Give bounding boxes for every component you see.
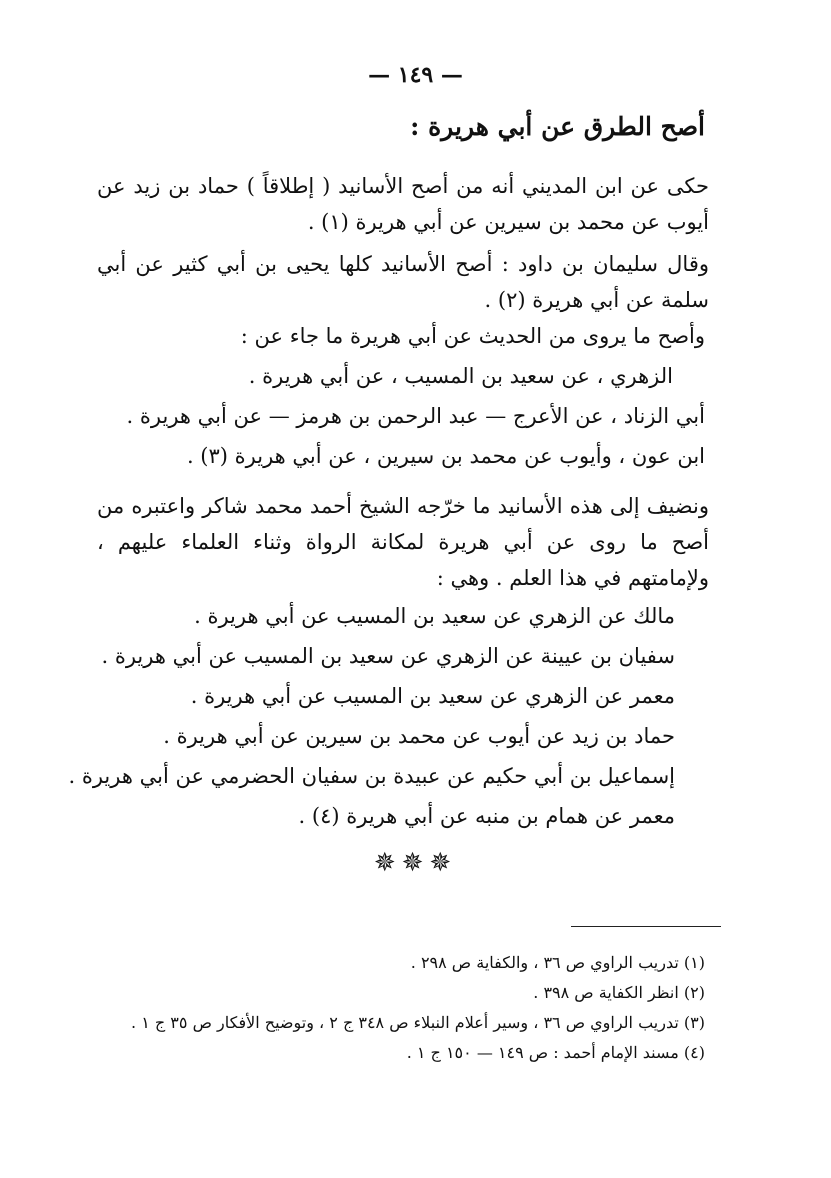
paragraph-3: ونضيف إلى هذه الأسانيد ما خرّجه الشيخ أحمد محمد شاكر واعتبره من أصح ما روى عن أبي هريرة لمكانة الرواة وثناء العلماء عليهم ، ولإمامتهم في هذا العلم . وهي : [97, 494, 709, 590]
list-item: مالك عن الزهري عن سعيد بن المسيب عن أبي هريرة . [194, 604, 675, 628]
paragraph-2: وقال سليمان بن داود : أصح الأسانيد كلها يحيى بن أبي كثير عن أبي سلمة عن أبي هريرة (٢) . [97, 252, 709, 312]
ornament-divider: ✵✵✵ [373, 848, 458, 878]
footnote: (١) تدريب الراوي ص ٣٦ ، والكفاية ص ٢٩٨ . [410, 953, 705, 972]
chain-list-b [68, 596, 705, 836]
page-number: — ١٤٩ — [368, 62, 463, 88]
section-heading: أصح الطرق عن أبي هريرة : [410, 112, 705, 141]
list-item: معمر عن همام بن منبه عن أبي هريرة (٤) . [298, 804, 675, 828]
list-item: الزهري ، عن سعيد بن المسيب ، عن أبي هريرة . [248, 364, 673, 388]
list-item: حماد بن زيد عن أيوب عن محمد بن سيرين عن أبي هريرة . [163, 724, 675, 748]
footnote: (٢) انظر الكفاية ص ٣٩٨ . [533, 983, 705, 1002]
footnote: (٣) تدريب الراوي ص ٣٦ ، وسير أعلام النبلاء ص ٣٤٨ ج ٢ ، وتوضيح الأفكار ص ٣٥ ج ١ . [131, 1013, 705, 1032]
chain-list-a [126, 316, 705, 476]
list-item: معمر عن الزهري عن سعيد بن المسيب عن أبي هريرة . [190, 684, 675, 708]
paragraph-1: حكى عن ابن المديني أنه من أصح الأسانيد ( إطلاقاً ) حماد بن زيد عن أيوب عن محمد بن سيرين عن أبي هريرة (١) . [97, 174, 709, 234]
footnote: (٤) مسند الإمام أحمد : ص ١٤٩ — ١٥٠ ج ١ . [406, 1043, 705, 1062]
list-item: أبي الزناد ، عن الأعرج — عبد الرحمن بن هرمز — عن أبي هريرة . [126, 404, 705, 428]
footnotes [95, 948, 705, 1068]
list-a-intro: وأصح ما يروى من الحديث عن أبي هريرة ما جاء عن : [240, 324, 705, 348]
list-item: ابن عون ، وأيوب عن محمد بن سيرين ، عن أبي هريرة (٣) . [186, 444, 705, 468]
list-item: إسماعيل بن أبي حكيم عن عبيدة بن سفيان الحضرمي عن أبي هريرة . [68, 764, 675, 788]
list-item: سفيان بن عيينة عن الزهري عن سعيد بن المسيب عن أبي هريرة . [101, 644, 675, 668]
footnote-divider [571, 926, 721, 927]
